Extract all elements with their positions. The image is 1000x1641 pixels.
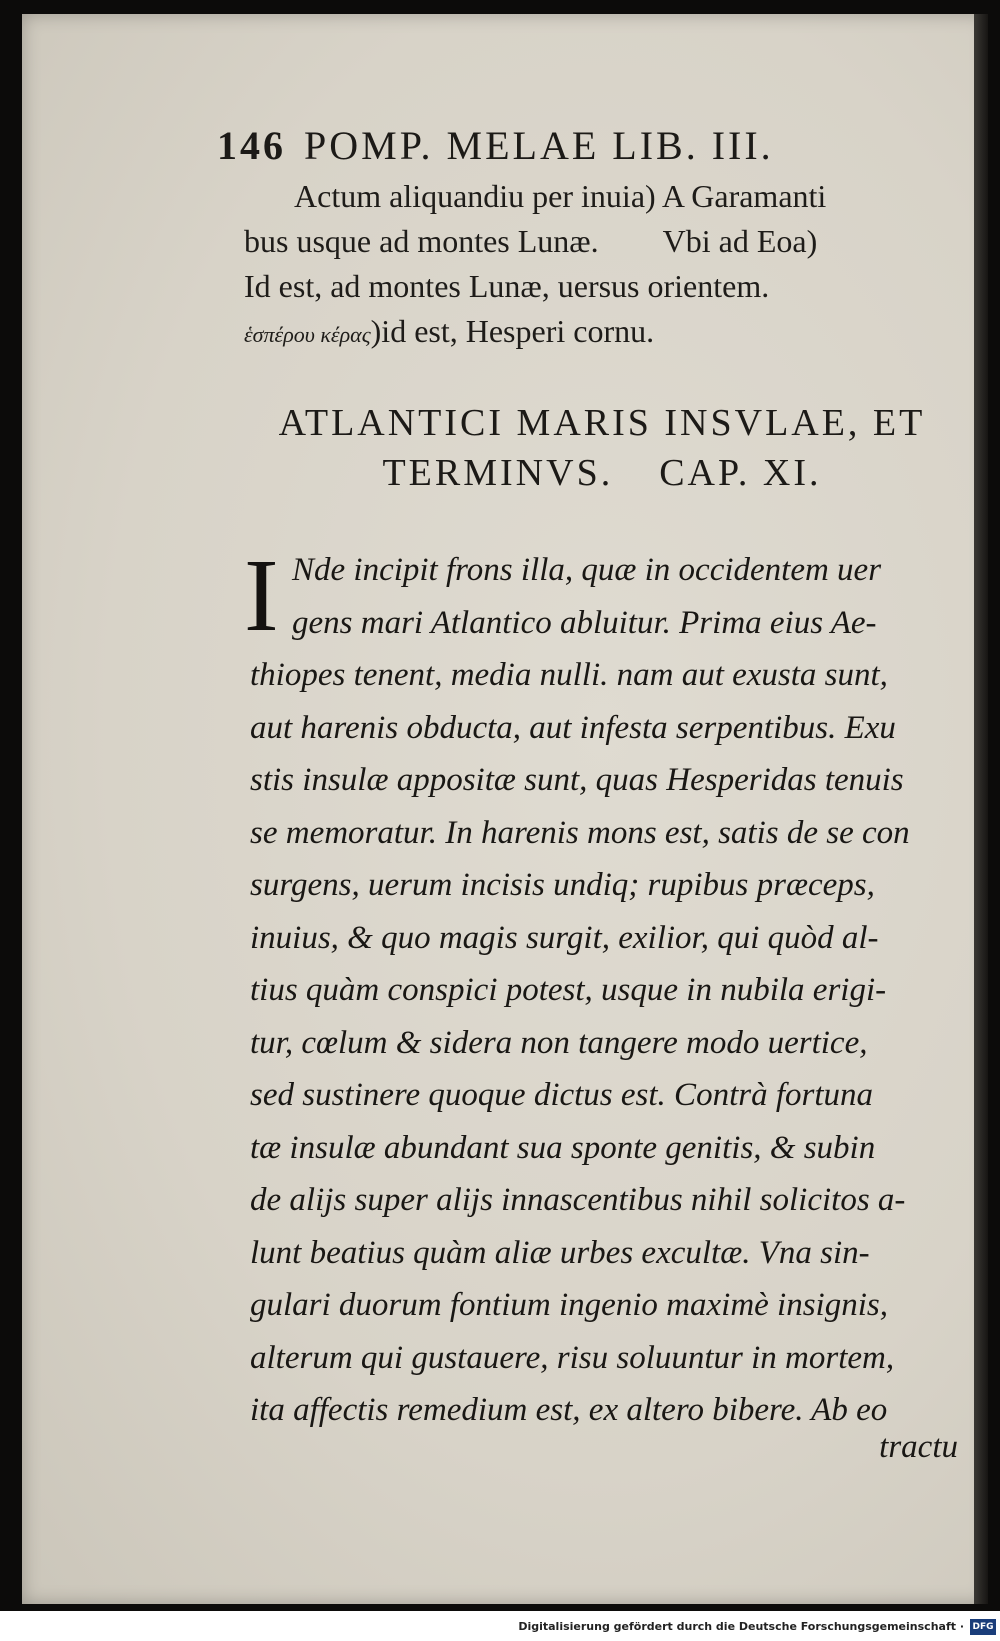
- text-line: surgens, uerum incisis undiq; rupibus præceps,: [250, 867, 875, 903]
- text-line: lunt beatius quàm aliæ urbes excultæ. Vna sin-: [250, 1234, 870, 1271]
- book-page: [22, 14, 988, 1604]
- footer-strip: [0, 1611, 1000, 1641]
- chapter-title-line: ATLANTICI MARIS INSVLAE, ET: [278, 402, 926, 444]
- text-line: ita affectis remedium est, ex altero bibere. Ab eo: [250, 1392, 888, 1428]
- text-line: gens mari Atlantico abluitur. Prima eius Ae-: [292, 604, 877, 641]
- running-head: [217, 122, 774, 169]
- text-line: thiopes tenent, media nulli. nam aut exusta sunt,: [250, 657, 888, 693]
- text-line: aut harenis obducta, aut infesta serpentibus. Exu: [250, 709, 896, 746]
- text-line: tius quàm conspici potest, usque in nubila erigi-: [250, 972, 887, 1008]
- commentary-segment: )id est, Hesperi cornu.: [370, 313, 655, 349]
- dfg-logo-icon: DFG: [970, 1619, 996, 1635]
- text-line: alterum qui gustauere, risu soluuntur in mortem,: [250, 1339, 895, 1376]
- commentary-line: Id est, ad montes Lunæ, uersus orientem.: [244, 268, 770, 304]
- commentary-note: [244, 174, 964, 357]
- commentary-line: [244, 219, 964, 264]
- text-line: inuius, & quo magis surgit, exilior, qui quòd al-: [250, 919, 879, 956]
- running-title: POMP. MELAE LIB. III.: [304, 123, 774, 168]
- text-line: Nde incipit frons illa, quæ in occidentem uer: [292, 552, 882, 588]
- drop-capital: I: [244, 538, 279, 653]
- chapter-number: CAP. XI.: [659, 452, 822, 494]
- text-line: se memoratur. In harenis mons est, satis de se con: [250, 814, 910, 851]
- catchword: tractu: [879, 1429, 958, 1465]
- text-line: de alijs super alijs innascentibus nihil solicitos a-: [250, 1182, 906, 1218]
- greek-lemma: ἑσπέρου κέρας: [244, 322, 371, 347]
- page-number: 146: [217, 123, 286, 168]
- commentary-line: Actum aliquandiu per inuia) A Garamanti: [294, 178, 827, 214]
- text-line: tæ insulæ abundant sua sponte genitis, & subin: [250, 1129, 876, 1166]
- chapter-title-line: [222, 448, 982, 498]
- text-line: sed sustinere quoque dictus est. Contrà fortuna: [250, 1077, 874, 1113]
- commentary-line: [244, 309, 964, 357]
- text-line: stis insulæ appositæ sunt, quas Hesperidas tenuis: [250, 762, 904, 798]
- chapter-title-word: TERMINVS.: [382, 452, 614, 494]
- funding-credit: Digitalisierung gefördert durch die Deutsche Forschungsgemeinschaft ·: [518, 1620, 964, 1633]
- text-line: gulari duorum fontium ingenio maximè insignis,: [250, 1287, 888, 1323]
- commentary-lemma: Vbi ad Eoa): [662, 223, 818, 259]
- text-line: tur, cœlum & sidera non tangere modo uertice,: [250, 1024, 868, 1061]
- chapter-heading: [222, 398, 982, 498]
- commentary-segment: bus usque ad montes Lunæ.: [244, 223, 599, 259]
- page-edge-shadow: [974, 14, 988, 1604]
- body-text: [244, 538, 975, 1437]
